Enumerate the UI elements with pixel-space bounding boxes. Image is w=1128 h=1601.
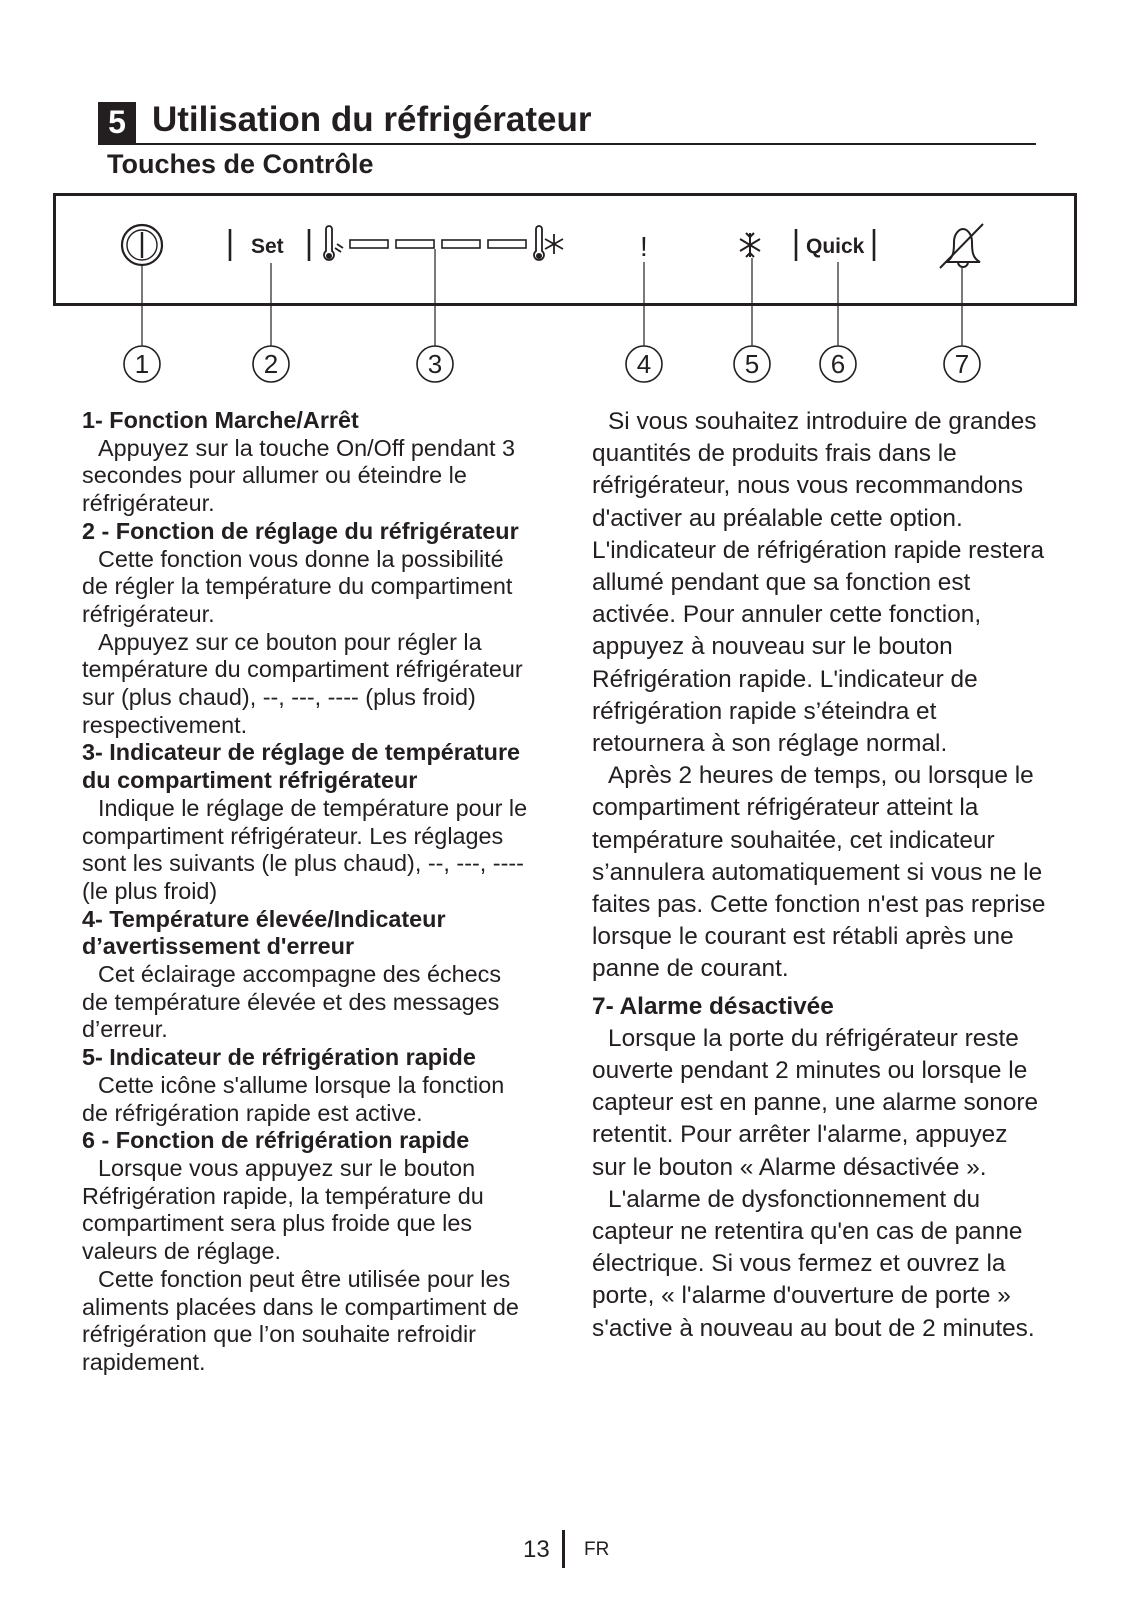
item-heading: 1- Fonction Marche/Arrêt <box>82 407 359 433</box>
item-heading: 3- Indicateur de réglage de température du compartiment réfrigérateur <box>82 739 521 794</box>
paragraph: Cette fonction peut être utilisée pour les aliments placées dans le compartiment de réfrigération que l’on souhaite refroidir rapidement. <box>82 1265 519 1375</box>
paragraph: Si vous souhaitez introduire de grandes quantités de produits frais dans le réfrigérateur, nous vous recommandons d'activer au préalable cette option. L'indicateur de réfrigération rapide restera allumé pendant que sa fonction est activée. Pour annuler cette fonction, appuyez à nouveau sur le bouton Réfrigération rapide. L'indicateur de réfrigération rapide s’éteindra et retournera à son réglage normal. <box>592 408 1045 758</box>
thermometer-icon <box>324 226 343 260</box>
subsection-title: Touches de Contrôle <box>107 149 374 179</box>
warning-indicator-icon: ! <box>640 231 648 262</box>
page-footer <box>0 1530 1128 1570</box>
paragraph: Cette fonction vous donne la possibilité de régler la température du compartiment réfrigérateur. <box>82 545 513 627</box>
callout-number: 4 <box>636 349 652 379</box>
snowflake-thermometer-icon <box>534 226 563 260</box>
item-heading: 5- Indicateur de réfrigération rapide <box>82 1044 476 1071</box>
right-text-column <box>592 406 1047 1345</box>
callout-number: 1 <box>134 349 150 379</box>
section-number: 5 <box>98 102 136 143</box>
paragraph: Lorsque la porte du réfrigérateur reste ouverte pendant 2 minutes ou lorsque le capteur est en panne, une alarme sonore retentit. Pour arrêter l'alarme, appuyez sur le bouton « Alarme désactivée ». <box>592 1024 1039 1181</box>
item-heading: 6 - Fonction de réfrigération rapide <box>82 1127 470 1154</box>
page-number: 13 <box>523 1536 550 1563</box>
snowflake-icon <box>740 233 760 257</box>
power-icon <box>122 225 162 265</box>
item-heading: 7- Alarme désactivée <box>592 992 834 1020</box>
footer-divider <box>562 1530 565 1568</box>
paragraph: Après 2 heures de temps, ou lorsque le compartiment réfrigérateur atteint la température souhaitée, cet indicateur s’annulera automatiquement si vous ne le faites pas. Cette fonction n'est pas reprise lorsque le courant est rétabli après une panne de courant. <box>592 762 1046 983</box>
callout-number: 6 <box>830 349 846 379</box>
quick-button-label[interactable]: Quick <box>806 235 865 258</box>
callout-number: 3 <box>427 349 443 379</box>
callout-number: 5 <box>744 349 760 379</box>
bell-off-icon[interactable] <box>940 224 983 268</box>
set-button-label[interactable]: Set <box>251 235 284 258</box>
left-text-column <box>82 407 532 1377</box>
paragraph: Indique le réglage de température pour le compartiment réfrigérateur. Les réglages sont les suivants (le plus chaud), --, ---, ---- (le plus froid) <box>82 794 528 904</box>
paragraph: L'alarme de dysfonctionnement du capteur ne retentira qu'en cas de panne électrique. Si vous fermez et ouvrez la porte, « l'alarme d'ouverture de porte » s'active à nouveau au bout de 2 minutes. <box>592 1185 1035 1342</box>
item-heading: 4- Température élevée/Indicateur d’avertissement d'erreur <box>82 905 446 960</box>
callout-number: 7 <box>954 349 970 379</box>
paragraph: Cette icône s'allume lorsque la fonction de réfrigération rapide est active. <box>82 1071 505 1126</box>
callout-leader-lines <box>142 249 962 346</box>
language-code: FR <box>584 1539 610 1560</box>
callout-circles <box>124 346 980 382</box>
item-heading: 2 - Fonction de réglage du réfrigérateur <box>82 517 519 544</box>
control-panel-diagram <box>0 0 1128 400</box>
paragraph: Appuyez sur ce bouton pour régler la température du compartiment réfrigérateur sur (plus chaud), --, ---, ---- (plus froid) respectivement. <box>82 628 523 738</box>
paragraph: Cet éclairage accompagne des échecs de température élevée et des messages d’erreur. <box>82 961 502 1043</box>
paragraph: Appuyez sur la touche On/Off pendant 3 secondes pour allumer ou éteindre le réfrigérateur. <box>82 434 515 517</box>
callout-number: 2 <box>263 349 279 379</box>
paragraph: Lorsque vous appuyez sur le bouton Réfrigération rapide, la température du compartiment sera plus froide que les valeurs de réglage. <box>82 1154 484 1265</box>
temperature-level-bars <box>350 240 526 248</box>
section-title: Utilisation du réfrigérateur <box>152 100 592 139</box>
